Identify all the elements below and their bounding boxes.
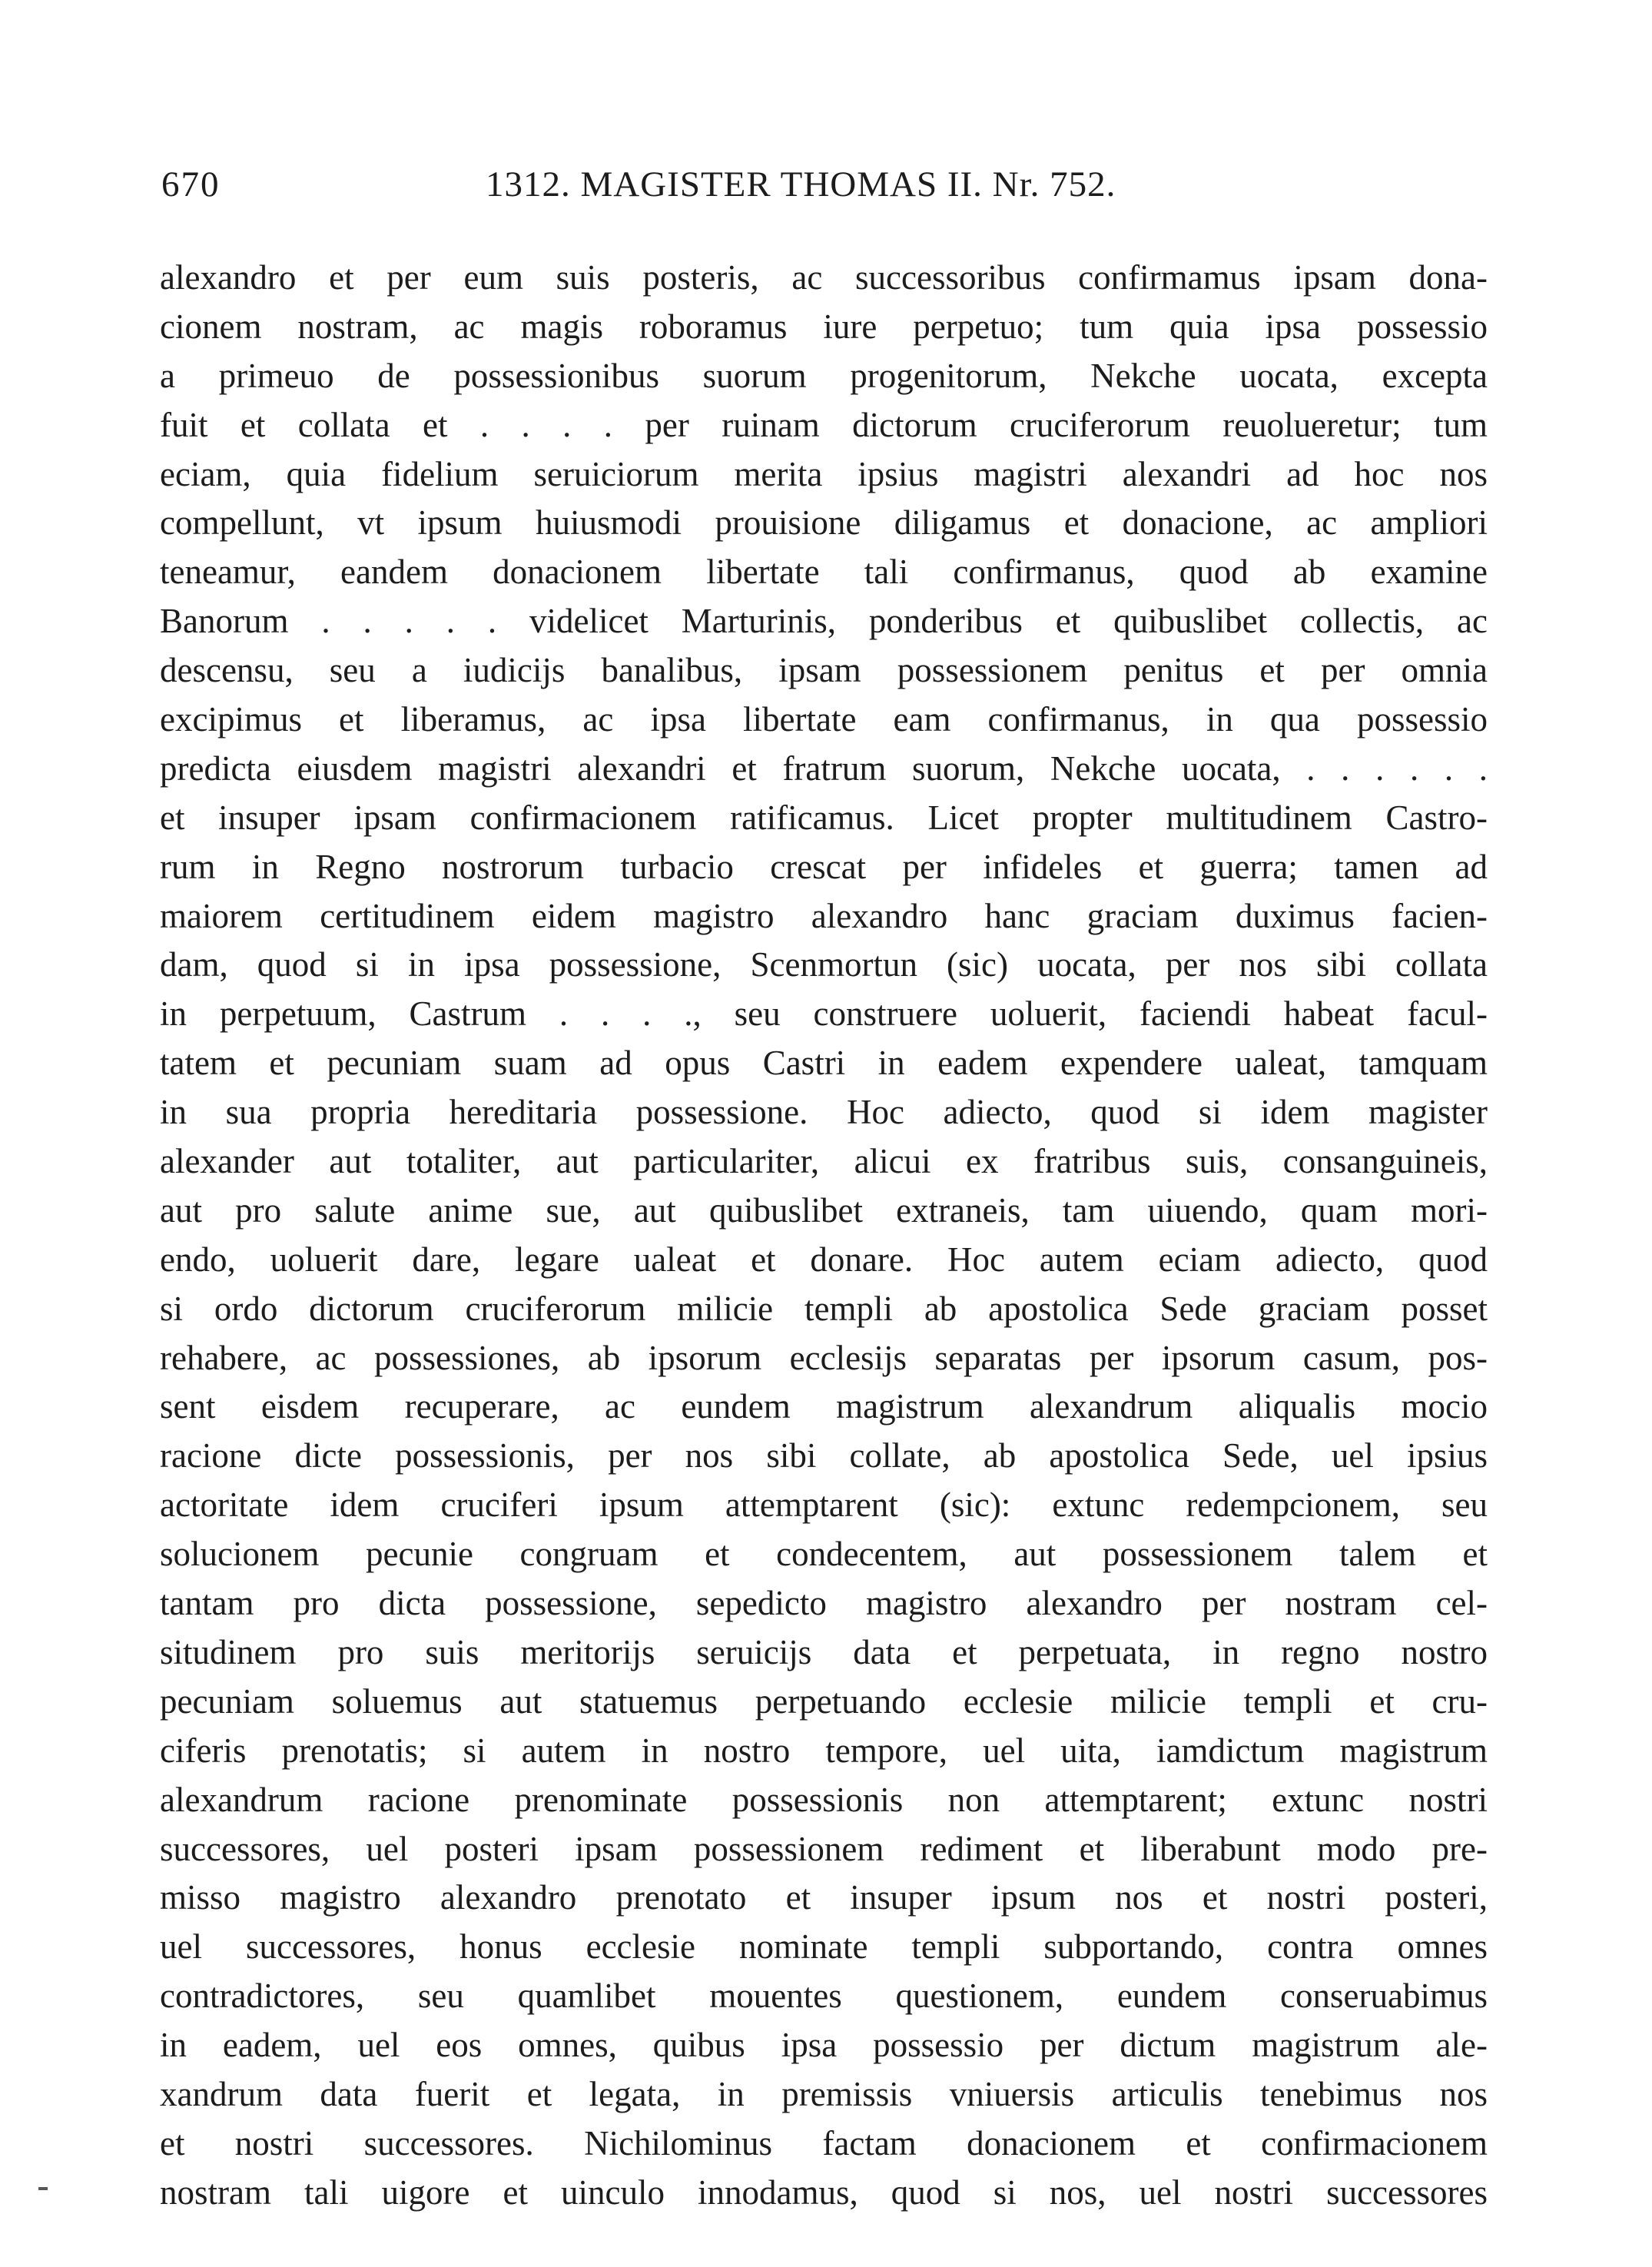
text-line: situdinem pro suis meritorijs seruicijs data et perpetuata, in regno nostro [160, 1632, 1488, 1671]
text-line: xandrum data fuerit et legata, in premissis vniuersis articulis tenebimus nos [160, 2074, 1488, 2113]
text-line: alexandro et per eum suis posteris, ac successoribus confirmamus ipsam dona- [160, 258, 1488, 297]
text-line: in perpetuum, Castrum . . . ., seu construere uoluerit, faciendi habeat facul- [160, 994, 1488, 1034]
text-line: nostram tali uigore et uinculo innodamus, quod si nos, uel nostri successores [160, 2172, 1488, 2212]
text-line: sent eisdem recuperare, ac eundem magistrum alexandrum aliqualis mocio [160, 1387, 1488, 1426]
text-line: dam, quod si in ipsa possessione, Scenmortun (sic) uocata, per nos sibi collata [160, 945, 1488, 984]
text-line: et nostri successores. Nichilominus factam donacionem et confirmacionem [160, 2123, 1488, 2162]
text-line: tatem et pecuniam suam ad opus Castri in eadem expendere ualeat, tamquam [160, 1044, 1488, 1083]
text-line: si ordo dictorum cruciferorum milicie templi ab apostolica Sede graciam posset [160, 1289, 1488, 1328]
text-line: alexandrum racione prenominate possessionis non attemptarent; extunc nostri [160, 1780, 1488, 1819]
text-line: endo, uoluerit dare, legare ualeat et donare. Hoc autem eciam adiecto, quod [160, 1240, 1488, 1279]
text-line: fuit et collata et . . . . per ruinam dictorum cruciferorum reuolueretur; tum [160, 405, 1488, 444]
text-line: aut pro salute anime sue, aut quibuslibet extraneis, tam uiuendo, quam mori- [160, 1190, 1488, 1230]
text-line: tantam pro dicta possessione, sepedicto magistro alexandro per nostram cel- [160, 1584, 1488, 1623]
text-line: eciam, quia fidelium seruiciorum merita ipsius magistri alexandri ad hoc nos [160, 454, 1488, 493]
text-line: pecuniam soluemus aut statuemus perpetuando ecclesie milicie templi et cru- [160, 1681, 1488, 1721]
text-line: racione dicte possessionis, per nos sibi collate, ab apostolica Sede, uel ipsius [160, 1436, 1488, 1475]
text-line: misso magistro alexandro prenotato et insuper ipsum nos et nostri posteri, [160, 1878, 1488, 1917]
text-line: et insuper ipsam confirmacionem ratificamus. Licet propter multitudinem Castro- [160, 798, 1488, 837]
text-line: excipimus et liberamus, ac ipsa libertate eam confirmanus, in qua possessio [160, 700, 1488, 739]
text-line: predicta eiusdem magistri alexandri et fratrum suorum, Nekche uocata, . . . . . . [160, 748, 1488, 788]
running-head [0, 161, 1652, 207]
text-line: in sua propria hereditaria possessione. Hoc adiecto, quod si idem magister [160, 1093, 1488, 1132]
text-line: uel successores, honus ecclesie nominate templi subportando, contra omnes [160, 1927, 1488, 1967]
text-line: a primeuo de possessionibus suorum progenitorum, Nekche uocata, excepta [160, 356, 1488, 395]
text-line: solucionem pecunie congruam et condecentem, aut possessionem talem et [160, 1535, 1488, 1574]
text-line: contradictores, seu quamlibet mouentes questionem, eundem conseruabimus [160, 1977, 1488, 2016]
margin-mark [38, 2187, 48, 2190]
body-text [160, 254, 1488, 2218]
text-line: actoritate idem cruciferi ipsum attemptarent (sic): extunc redempcionem, seu [160, 1485, 1488, 1525]
text-line: in eadem, uel eos omnes, quibus ipsa possessio per dictum magistrum ale- [160, 2026, 1488, 2065]
text-line: descensu, seu a iudicijs banalibus, ipsam possessionem penitus et per omnia [160, 651, 1488, 690]
text-line: teneamur, eandem donacionem libertate tali confirmanus, quod ab examine [160, 553, 1488, 592]
running-head-title: 1312. MAGISTER THOMAS II. Nr. 752. [486, 164, 1116, 204]
text-line: compellunt, vt ipsum huiusmodi prouisione diligamus et donacione, ac ampliori [160, 503, 1488, 543]
text-line: successores, uel posteri ipsam possessionem rediment et liberabunt modo pre- [160, 1829, 1488, 1868]
text-line: Banorum . . . . . videlicet Marturinis, ponderibus et quibuslibet collectis, ac [160, 602, 1488, 641]
text-line: maiorem certitudinem eidem magistro alexandro hanc graciam duximus facien- [160, 896, 1488, 935]
page-number: 670 [161, 164, 221, 204]
text-line: cionem nostram, ac magis roboramus iure perpetuo; tum quia ipsa possessio [160, 307, 1488, 346]
text-line: ciferis prenotatis; si autem in nostro tempore, uel uita, iamdictum magistrum [160, 1731, 1488, 1770]
text-line: alexander aut totaliter, aut particulariter, alicui ex fratribus suis, consanguineis, [160, 1142, 1488, 1181]
text-line: rum in Regno nostrorum turbacio crescat per infideles et guerra; tamen ad [160, 847, 1488, 886]
text-line: rehabere, ac possessiones, ab ipsorum ecclesijs separatas per ipsorum casum, pos- [160, 1338, 1488, 1377]
